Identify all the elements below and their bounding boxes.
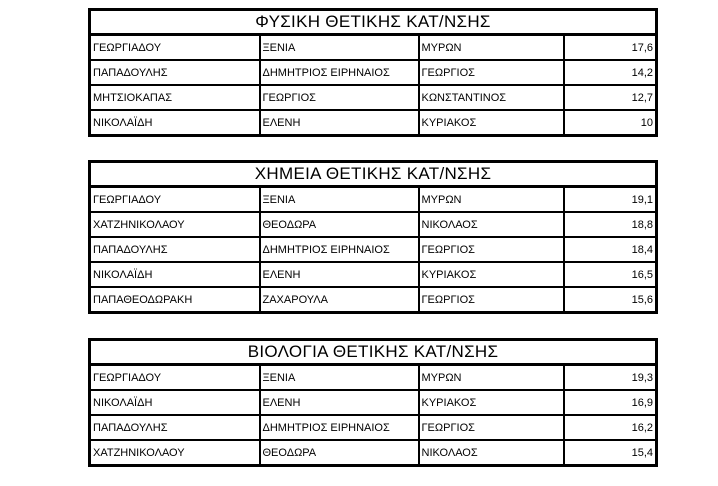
grade-cell: 16,5 [564, 262, 657, 287]
fathername-cell: ΝΙΚΟΛΑΟΣ [419, 440, 564, 466]
surname-cell: ΝΙΚΟΛΑΪΔΗ [90, 110, 260, 136]
grade-table-physics [88, 8, 658, 137]
fathername-cell: ΜΥΡΩΝ [419, 35, 564, 61]
grade-cell: 12,7 [564, 85, 657, 110]
fathername-cell: ΚΥΡΙΑΚΟΣ [419, 262, 564, 287]
fathername-cell: ΚΩΝΣΤΑΝΤΙΝΟΣ [419, 85, 564, 110]
grade-cell: 18,4 [564, 237, 657, 262]
grade-cell: 15,4 [564, 440, 657, 466]
grade-cell: 14,2 [564, 60, 657, 85]
surname-cell: ΠΑΠΑΔΟΥΛΗΣ [90, 415, 260, 440]
table-row [90, 187, 657, 213]
grade-cell: 16,9 [564, 390, 657, 415]
table-row [90, 440, 657, 466]
table-title-row [90, 10, 657, 35]
surname-cell: ΝΙΚΟΛΑΪΔΗ [90, 390, 260, 415]
surname-cell: ΧΑΤΖΗΝΙΚΟΛΑΟΥ [90, 212, 260, 237]
surname-cell: ΠΑΠΑΘΕΟΔΩΡΑΚΗ [90, 287, 260, 313]
table-title: ΧΗΜΕΙΑ ΘΕΤΙΚΗΣ ΚΑΤ/ΝΣΗΣ [90, 162, 657, 187]
table-row [90, 212, 657, 237]
surname-cell: ΠΑΠΑΔΟΥΛΗΣ [90, 237, 260, 262]
grade-table-chemistry [88, 160, 658, 314]
fathername-cell: ΓΕΩΡΓΙΟΣ [419, 415, 564, 440]
table-row [90, 110, 657, 136]
firstname-cell: ΞΕΝΙΑ [260, 35, 419, 61]
firstname-cell: ΞΕΝΙΑ [260, 365, 419, 391]
table-row [90, 237, 657, 262]
table-title: ΒΙΟΛΟΓΙΑ ΘΕΤΙΚΗΣ ΚΑΤ/ΝΣΗΣ [90, 340, 657, 365]
grade-cell: 16,2 [564, 415, 657, 440]
fathername-cell: ΓΕΩΡΓΙΟΣ [419, 60, 564, 85]
table-title: ΦΥΣΙΚΗ ΘΕΤΙΚΗΣ ΚΑΤ/ΝΣΗΣ [90, 10, 657, 35]
firstname-cell: ΕΛΕΝΗ [260, 110, 419, 136]
table-row [90, 390, 657, 415]
table-title-row [90, 162, 657, 187]
firstname-cell: ΔΗΜΗΤΡΙΟΣ ΕΙΡΗΝΑΙΟΣ [260, 60, 419, 85]
firstname-cell: ΘΕΟΔΩΡΑ [260, 212, 419, 237]
table-row [90, 262, 657, 287]
firstname-cell: ΓΕΩΡΓΙΟΣ [260, 85, 419, 110]
firstname-cell: ΖΑΧΑΡΟΥΛΑ [260, 287, 419, 313]
surname-cell: ΠΑΠΑΔΟΥΛΗΣ [90, 60, 260, 85]
table-row [90, 365, 657, 391]
fathername-cell: ΚΥΡΙΑΚΟΣ [419, 110, 564, 136]
firstname-cell: ΘΕΟΔΩΡΑ [260, 440, 419, 466]
firstname-cell: ΔΗΜΗΤΡΙΟΣ ΕΙΡΗΝΑΙΟΣ [260, 237, 419, 262]
surname-cell: ΓΕΩΡΓΙΑΔΟΥ [90, 365, 260, 391]
fathername-cell: ΚΥΡΙΑΚΟΣ [419, 390, 564, 415]
grade-cell: 19,3 [564, 365, 657, 391]
grade-cell: 10 [564, 110, 657, 136]
grade-table-biology [88, 338, 658, 467]
surname-cell: ΜΗΤΣΙΟΚΑΠΑΣ [90, 85, 260, 110]
fathername-cell: ΝΙΚΟΛΑΟΣ [419, 212, 564, 237]
table-row [90, 287, 657, 313]
fathername-cell: ΓΕΩΡΓΙΟΣ [419, 287, 564, 313]
fathername-cell: ΜΥΡΩΝ [419, 187, 564, 213]
firstname-cell: ΕΛΕΝΗ [260, 262, 419, 287]
surname-cell: ΧΑΤΖΗΝΙΚΟΛΑΟΥ [90, 440, 260, 466]
grade-cell: 18,8 [564, 212, 657, 237]
grade-cell: 17,6 [564, 35, 657, 61]
table-row [90, 85, 657, 110]
table-title-row [90, 340, 657, 365]
table-row [90, 35, 657, 61]
fathername-cell: ΜΥΡΩΝ [419, 365, 564, 391]
grade-cell: 15,6 [564, 287, 657, 313]
surname-cell: ΓΕΩΡΓΙΑΔΟΥ [90, 35, 260, 61]
table-row [90, 415, 657, 440]
firstname-cell: ΞΕΝΙΑ [260, 187, 419, 213]
firstname-cell: ΔΗΜΗΤΡΙΟΣ ΕΙΡΗΝΑΙΟΣ [260, 415, 419, 440]
firstname-cell: ΕΛΕΝΗ [260, 390, 419, 415]
surname-cell: ΝΙΚΟΛΑΪΔΗ [90, 262, 260, 287]
table-row [90, 60, 657, 85]
fathername-cell: ΓΕΩΡΓΙΟΣ [419, 237, 564, 262]
grade-cell: 19,1 [564, 187, 657, 213]
surname-cell: ΓΕΩΡΓΙΑΔΟΥ [90, 187, 260, 213]
